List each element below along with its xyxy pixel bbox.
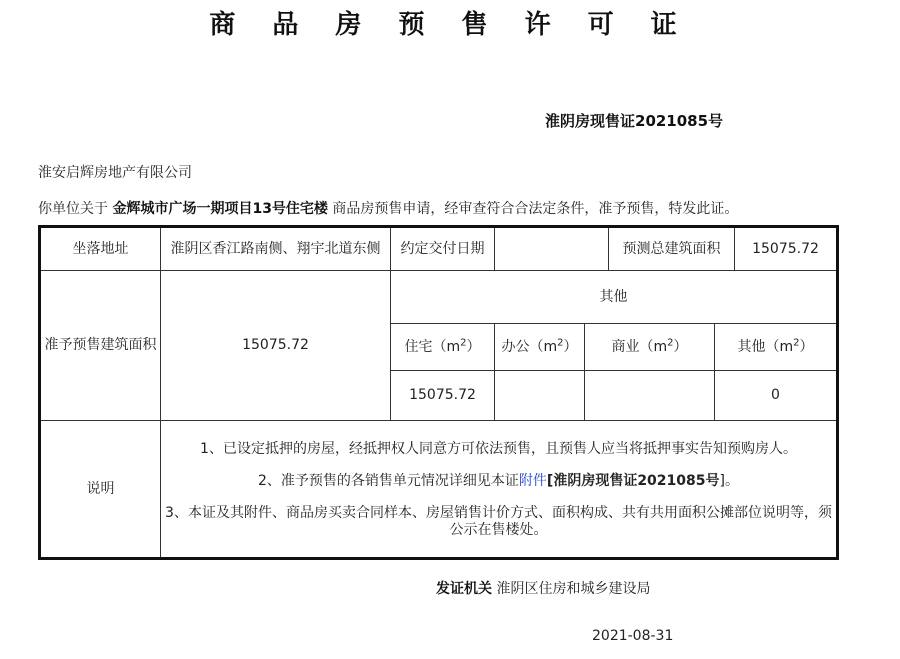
other-header: 其他	[391, 271, 838, 324]
col-other: 其他$(m^2)$	[715, 324, 838, 371]
company-name: 淮安启辉房地产有限公司	[38, 165, 192, 181]
col-residential: 住宅$(m^2)$	[391, 324, 495, 371]
issuer	[436, 578, 650, 598]
table-row	[40, 227, 838, 271]
total-area-label: 预测总建筑面积	[609, 227, 735, 271]
note-2: 2、准予预售的各销售单元情况详细见本证附件[淮阴房现售证2021085号]。	[258, 473, 739, 489]
intro-suffix: 商品房预售申请，经审查符合合法定条件，准予预售，特发此证。	[332, 201, 739, 217]
delivery-date-value	[495, 227, 609, 271]
location-value: 淮阴区香江路南侧、翔宇北道东侧	[161, 227, 391, 271]
intro-prefix: 你单位关于	[38, 201, 108, 217]
intro-text	[38, 198, 738, 218]
attachment-link[interactable]: 附件	[518, 473, 547, 489]
certificate-number: 淮阴房现售证2021085号	[545, 112, 724, 130]
presale-area-label: 准予预售建筑面积	[40, 271, 161, 421]
table-row	[40, 421, 838, 559]
issuer-name: 淮阴区住房和城乡建设局	[496, 581, 651, 597]
attachment-cert-number: [淮阴房现售证2021085号	[546, 473, 720, 489]
note-1: 1、已设定抵押的房屋，经抵押权人同意方可依法预售，且预售人应当将抵押事实告知预购房人。	[200, 441, 797, 457]
issuer-label: 发证机关	[436, 581, 492, 597]
delivery-date-label: 约定交付日期	[391, 227, 495, 271]
col-commercial: 商业$(m^2)$	[585, 324, 715, 371]
presale-area-value: 15075.72	[161, 271, 391, 421]
commercial-value	[585, 371, 715, 421]
table-row	[40, 271, 838, 324]
residential-value: 15075.72	[391, 371, 495, 421]
note-3: 3、本证及其附件、商品房买卖合同样本、房屋销售计价方式、面积构成、共有共用面积公摊部位说明等，须公示在售楼处。	[165, 505, 832, 538]
other-value: 0	[715, 371, 838, 421]
project-name: 金辉城市广场一期项目13号住宅楼	[112, 201, 328, 217]
location-label: 坐落地址	[40, 227, 161, 271]
permit-table	[38, 225, 839, 560]
notes-label: 说明	[40, 421, 161, 559]
total-area-value: 15075.72	[735, 227, 838, 271]
col-office: 办公$(m^2)$	[495, 324, 585, 371]
page-title: 商 品 房 预 售 许 可 证	[209, 10, 691, 40]
issue-date: 2021-08-31	[592, 628, 674, 644]
notes-content	[161, 421, 838, 559]
office-value	[495, 371, 585, 421]
